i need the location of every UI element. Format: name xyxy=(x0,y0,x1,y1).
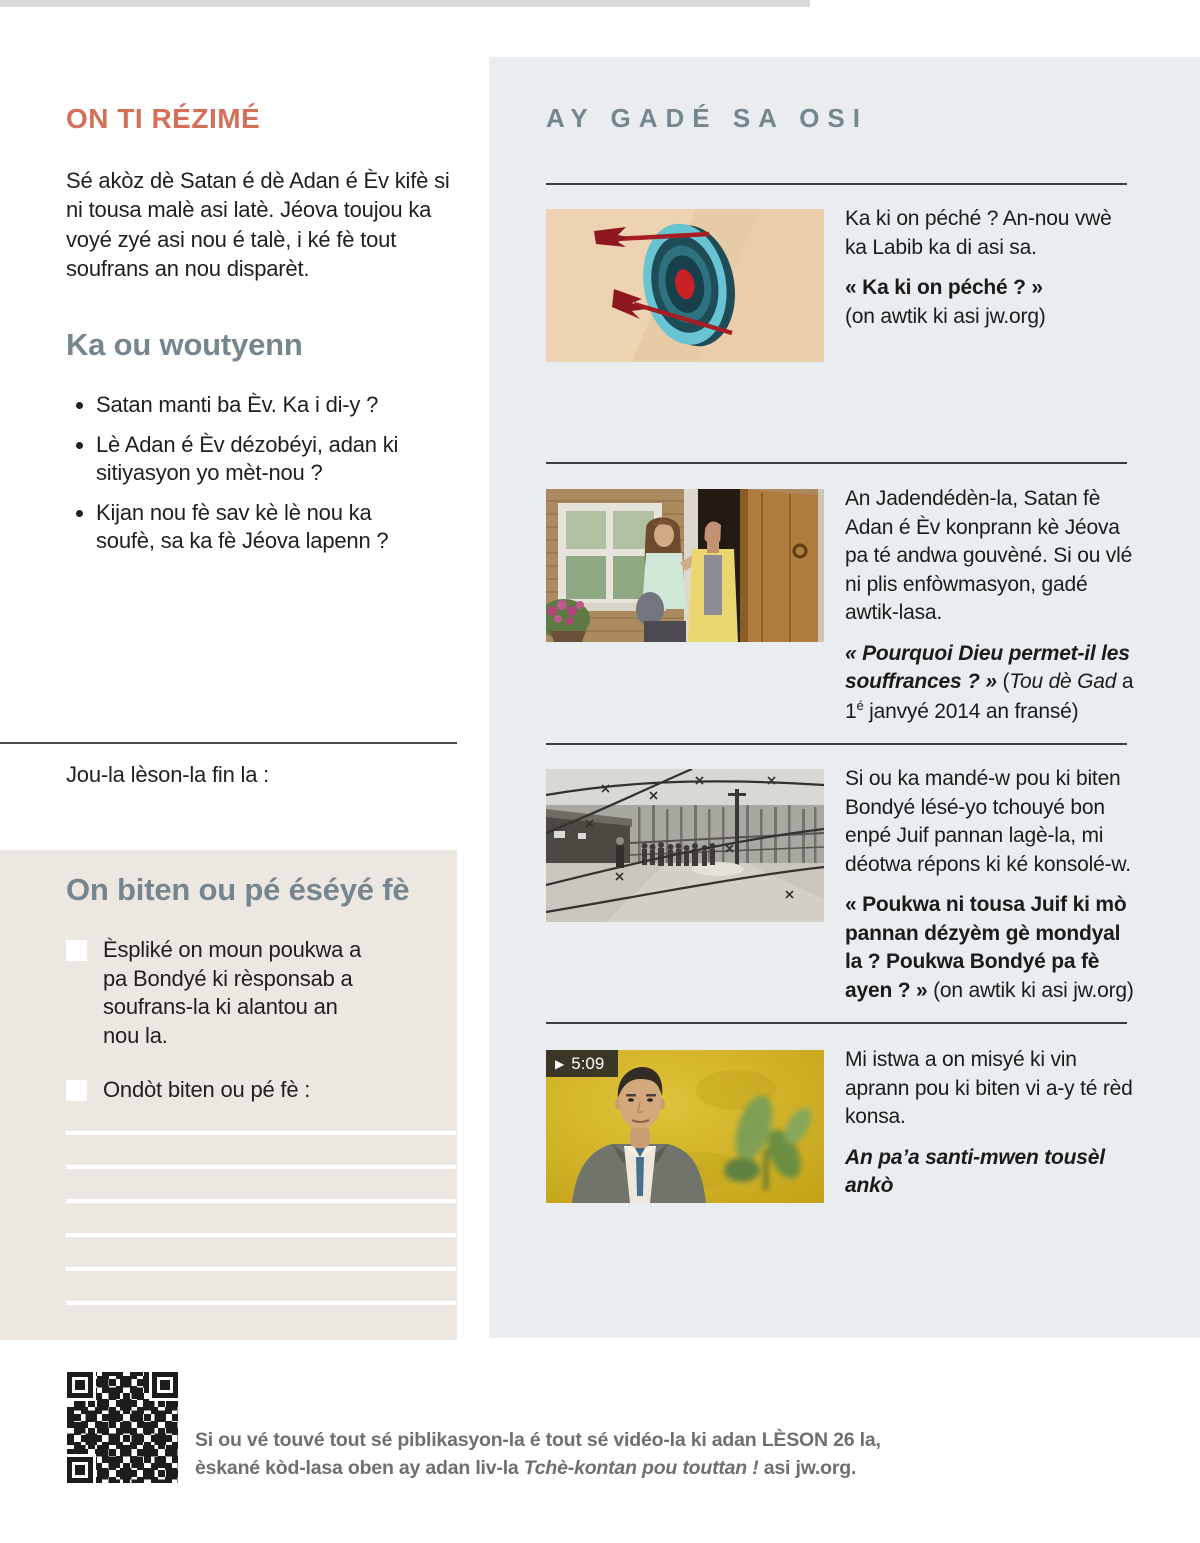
section-rule xyxy=(546,183,1127,185)
qr-instructions-line1: Si ou vé touvé tout sé piblikasyon-la é tout sé vidéo-la ki adan LÈSON 26 la, xyxy=(195,1429,881,1451)
qr-instructions-line2 xyxy=(195,1454,965,1482)
citation-note: ( xyxy=(996,670,1010,694)
summary-title: ON TI RÉZIMÉ xyxy=(66,103,261,134)
section-citation xyxy=(845,274,1135,331)
qr-finder-pattern xyxy=(152,1372,178,1398)
book-title: Tchè-kontan pou touttan ! xyxy=(523,1457,759,1480)
citation-title: « Poukwa ni tousa Juif ki mò pannan dézyèm gè mondyal la ? Poukwa Bondyé pa fè ayen ? » xyxy=(845,893,1127,1002)
play-icon: ▶ xyxy=(555,1056,565,1071)
citation-note: (on awtik ki asi jw.org) xyxy=(845,304,1046,328)
review-question: • Lè Adan é Èv dézobéyi, adan ki sitiyasyon yo mèt-nou ? xyxy=(96,431,431,488)
completion-date-label: Jou-la lèson-la fin la : xyxy=(66,762,270,787)
goal-checkbox[interactable] xyxy=(66,940,87,961)
left-divider-rule xyxy=(0,742,457,744)
qr-instructions-text: asi jw.org. xyxy=(758,1457,857,1480)
section-intro: Si ou ka mandé-w pou ki biten Bondyé lésé-yo tchouyé bon enpé Juif pannan lagè-la, mi déotwa répons ki ké konsolé-w. xyxy=(845,767,1131,876)
section-rule xyxy=(546,462,1127,464)
section-text xyxy=(845,205,1135,343)
goal-box xyxy=(0,850,457,1340)
summary-paragraph: Sé akòz dè Satan é dè Adan é Èv kifè si ni tousa malè asi latè. Jéova toujou ka voyé zyé asi nou é talè, i ké fè tout soufrans an nou disparèt. xyxy=(66,168,450,281)
see-also-title: AY GADÉ SA OSI xyxy=(546,103,868,133)
writing-line xyxy=(66,1233,456,1237)
video-duration: 5:09 xyxy=(571,1053,605,1073)
review-question-list xyxy=(66,391,456,567)
section-rule xyxy=(546,1022,1127,1024)
two-women-doorway-photo xyxy=(546,489,824,642)
goal-checkbox[interactable] xyxy=(66,1080,87,1101)
target-illustration-svg xyxy=(546,209,824,362)
qr-finder-pattern xyxy=(67,1372,93,1398)
writing-line xyxy=(66,1165,456,1169)
section-intro: Ka ki on péché ? An-nou vwè ka Labib ka di asi sa. xyxy=(845,207,1112,259)
citation-title: « Ka ki on péché ? » xyxy=(845,276,1043,300)
review-title: Ka ou woutyenn xyxy=(66,327,303,362)
section-text xyxy=(845,1046,1135,1213)
see-also-panel xyxy=(489,57,1200,1338)
camp-photo-svg xyxy=(546,769,824,922)
section-text xyxy=(845,765,1135,1017)
citation-title: « Pourquoi Dieu permet-il les souffrances ? » xyxy=(845,641,1130,694)
qr-code xyxy=(67,1372,178,1483)
video-duration-badge xyxy=(546,1050,618,1077)
writing-line xyxy=(66,1267,456,1271)
qr-instructions xyxy=(195,1426,965,1483)
review-question: • Kijan nou fè sav kè lè nou ka soufè, sa ka fè Jéova lapenn ? xyxy=(96,499,431,556)
review-question: • Satan manti ba Èv. Ka i di-y ? xyxy=(96,391,431,420)
citation-note: (on awtik ki asi jw.org) xyxy=(927,978,1134,1002)
citation-note: janvyé 2014 an fransé) xyxy=(863,699,1079,723)
citation-note: a 1 xyxy=(845,670,1134,723)
writing-line xyxy=(66,1131,456,1135)
writing-line xyxy=(66,1301,456,1305)
citation-superscript: é xyxy=(856,697,864,713)
goal-item-label: Èspliké on moun poukwa a pa Bondyé ki rèsponsab a soufrans-la ki alantou an nou la. xyxy=(103,937,362,1048)
citation-source: Tou dè Gad xyxy=(1009,670,1117,694)
goal-box-title: On biten ou pé éséyé fè xyxy=(66,872,410,907)
section-citation xyxy=(845,640,1135,727)
section-citation xyxy=(845,1144,1135,1201)
concentration-camp-photo xyxy=(546,769,824,922)
section-rule xyxy=(546,743,1127,745)
target-with-arrows-illustration xyxy=(546,209,824,362)
section-intro: An Jadendédèn-la, Satan fè Adan é Èv konprann kè Jéova pa té andwa gouvèné. Si ou vlé ni plis enfòwmasyon, gadé awtik-lasa. xyxy=(845,487,1133,625)
video-title: An pa’a santi-mwen tousèl ankò xyxy=(845,1145,1105,1198)
section-text xyxy=(845,485,1135,738)
qr-instructions-text: èskané kòd-lasa oben ay adan liv-la xyxy=(195,1457,524,1480)
section-citation xyxy=(845,891,1135,1005)
doorway-photo-svg xyxy=(546,489,824,642)
writing-line xyxy=(66,1199,456,1203)
goal-item-label: Ondòt biten ou pé fè : xyxy=(103,1077,311,1102)
section-intro: Mi istwa a on misyé ki vin aprann pou ki biten vi a-y té rèd konsa. xyxy=(845,1048,1133,1129)
top-edge-strip xyxy=(0,0,810,7)
qr-finder-pattern xyxy=(67,1457,93,1483)
